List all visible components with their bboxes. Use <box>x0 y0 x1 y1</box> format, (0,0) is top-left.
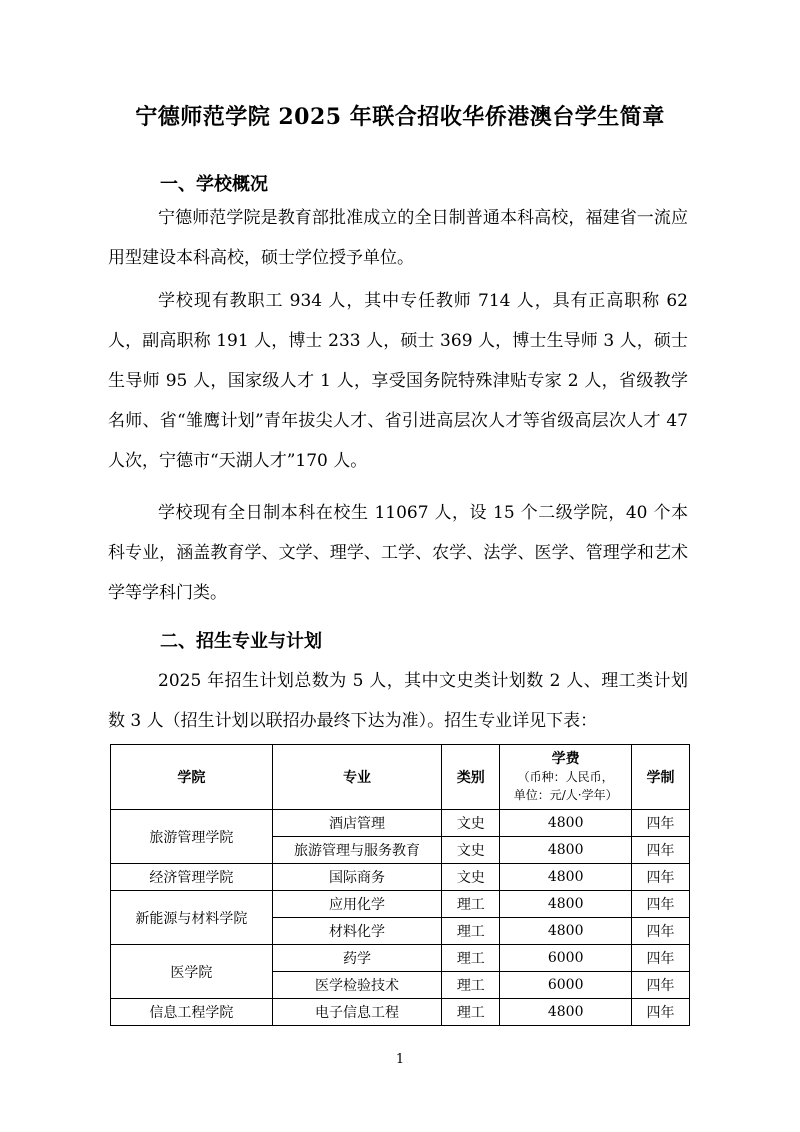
paragraph-overview-3: 学校现有全日制本科在校生 11067 人，设 15 个二级学院，40 个本科专业，涵盖教育学、文学、理学、工学、农学、法学、医学、管理学和艺术学等学科门类。 <box>108 503 688 603</box>
college-cell: 旅游管理学院 <box>111 810 273 864</box>
table-row <box>111 810 690 837</box>
major-cell: 旅游管理与服务教育 <box>272 837 442 864</box>
duration-cell: 四年 <box>632 864 690 891</box>
header-fee-note-2: 单位：元/人·学年） <box>513 788 618 802</box>
college-cell: 信息工程学院 <box>111 999 273 1026</box>
duration-cell: 四年 <box>632 999 690 1026</box>
duration-cell: 四年 <box>632 837 690 864</box>
category-cell: 理工 <box>442 972 500 999</box>
major-cell: 酒店管理 <box>272 810 442 837</box>
paragraph-overview-1: 宁德师范学院是教育部批准成立的全日制普通本科高校，福建省一流应用型建设本科高校，硕士学位授予单位。 <box>108 208 688 268</box>
fee-cell: 6000 <box>500 972 632 999</box>
major-cell: 应用化学 <box>272 891 442 918</box>
paragraph-plan-1: 2025 年招生计划总数为 5 人，其中文史类计划数 2 人、理工类计划数 3 人（招生计划以联招办最终下达为准）。招生专业详见下表： <box>108 671 688 731</box>
college-cell: 医学院 <box>111 945 273 999</box>
fee-cell: 6000 <box>500 945 632 972</box>
category-cell: 理工 <box>442 918 500 945</box>
table-row <box>111 999 690 1026</box>
header-fee <box>500 745 632 810</box>
college-cell: 经济管理学院 <box>111 864 273 891</box>
header-fee-title: 学费 <box>551 751 580 767</box>
major-cell: 电子信息工程 <box>272 999 442 1026</box>
major-cell: 医学检验技术 <box>272 972 442 999</box>
enrollment-table <box>110 744 690 1026</box>
header-category: 类别 <box>442 745 500 810</box>
section-heading-overview: 一、学校概况 <box>160 174 268 195</box>
header-fee-note-1: （币种：人民币， <box>517 770 614 784</box>
category-cell: 理工 <box>442 999 500 1026</box>
header-duration: 学制 <box>632 745 690 810</box>
fee-cell: 4800 <box>500 999 632 1026</box>
category-cell: 理工 <box>442 945 500 972</box>
section-heading-plan: 二、招生专业与计划 <box>160 631 322 652</box>
table-row <box>111 945 690 972</box>
table-header-row <box>111 745 690 810</box>
page-number: 1 <box>395 1052 405 1067</box>
fee-cell: 4800 <box>500 891 632 918</box>
fee-cell: 4800 <box>500 837 632 864</box>
category-cell: 文史 <box>442 810 500 837</box>
document-title: 宁德师范学院 2025 年联合招收华侨港澳台学生简章 <box>135 104 665 130</box>
category-cell: 文史 <box>442 864 500 891</box>
duration-cell: 四年 <box>632 891 690 918</box>
category-cell: 理工 <box>442 891 500 918</box>
header-major: 专业 <box>272 745 442 810</box>
paragraph-overview-2: 学校现有教职工 934 人，其中专任教师 714 人，具有正高职称 62 人，副高职称 191 人，博士 233 人，硕士 369 人，博士生导师 3 人，硕士生导师 95 人，国家级人才 1 人，享受国务院特殊津贴专家 2 人，省级教学名师、省“雏鹰计划”青年拔尖人才、省引进高层次人才等省级高层次人才 47 人次，宁德市“天湖人才”170 人。 <box>108 291 688 471</box>
duration-cell: 四年 <box>632 918 690 945</box>
major-cell: 药学 <box>272 945 442 972</box>
major-cell: 材料化学 <box>272 918 442 945</box>
major-cell: 国际商务 <box>272 864 442 891</box>
duration-cell: 四年 <box>632 972 690 999</box>
table-row <box>111 891 690 918</box>
table-row <box>111 864 690 891</box>
fee-cell: 4800 <box>500 918 632 945</box>
fee-cell: 4800 <box>500 810 632 837</box>
college-cell: 新能源与材料学院 <box>111 891 273 945</box>
category-cell: 文史 <box>442 837 500 864</box>
duration-cell: 四年 <box>632 945 690 972</box>
fee-cell: 4800 <box>500 864 632 891</box>
duration-cell: 四年 <box>632 810 690 837</box>
header-college: 学院 <box>111 745 273 810</box>
